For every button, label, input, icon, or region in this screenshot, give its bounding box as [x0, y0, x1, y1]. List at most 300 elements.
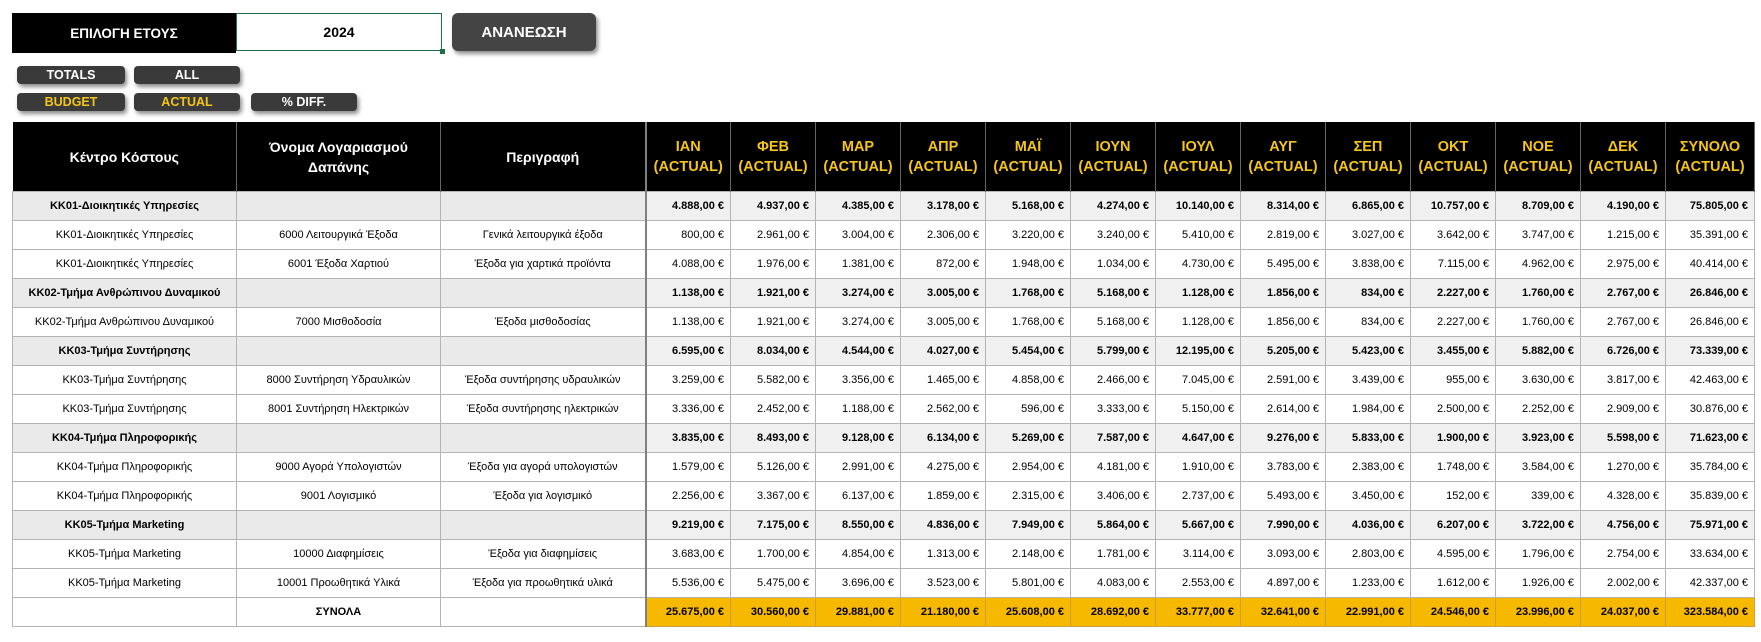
total-value-cell[interactable]: 42.337,00 €	[1666, 569, 1755, 598]
month-value-cell[interactable]: 5.168,00 €	[1071, 308, 1156, 337]
month-value-cell[interactable]: 7.115,00 €	[1411, 250, 1496, 279]
month-value-cell[interactable]: 2.383,00 €	[1326, 453, 1411, 482]
month-value-cell[interactable]: 4.962,00 €	[1496, 250, 1581, 279]
month-value-cell[interactable]: 1.128,00 €	[1156, 279, 1241, 308]
cost-center-cell[interactable]	[13, 598, 237, 627]
month-value-cell[interactable]: 5.423,00 €	[1326, 337, 1411, 366]
header-month-subtitle: (ACTUAL)	[1588, 158, 1658, 175]
month-value-cell[interactable]: 24.546,00 €	[1411, 598, 1496, 627]
month-value-cell[interactable]: 5.864,00 €	[1071, 511, 1156, 540]
month-value-cell[interactable]: 1.760,00 €	[1496, 279, 1581, 308]
total-value-cell[interactable]: 73.339,00 €	[1666, 337, 1755, 366]
cell-fill-handle[interactable]	[440, 49, 445, 54]
month-value-cell[interactable]: 1.612,00 €	[1411, 569, 1496, 598]
month-value-cell[interactable]: 2.767,00 €	[1581, 279, 1666, 308]
month-value-cell[interactable]: 2.562,00 €	[901, 395, 986, 424]
month-value-cell[interactable]: 4.888,00 €	[646, 192, 731, 221]
account-name-cell[interactable]	[237, 424, 441, 453]
description-cell[interactable]	[441, 192, 646, 221]
description-cell[interactable]: Έξοδα συντήρησης ηλεκτρικών	[441, 395, 646, 424]
account-name-cell[interactable]: 9001 Λογισμικό	[237, 482, 441, 511]
month-value-cell[interactable]: 4.274,00 €	[1071, 192, 1156, 221]
description-cell[interactable]: Έξοδα για αγορά υπολογιστών	[441, 453, 646, 482]
month-value-cell[interactable]: 8.034,00 €	[731, 337, 816, 366]
group-row	[13, 192, 1755, 221]
month-value-cell[interactable]: 1.900,00 €	[1411, 424, 1496, 453]
total-value-cell[interactable]: 33.634,00 €	[1666, 540, 1755, 569]
account-name-cell[interactable]: ΣΥΝΟΛΑ	[237, 598, 441, 627]
month-value-cell[interactable]: 2.819,00 €	[1241, 221, 1326, 250]
month-value-cell[interactable]: 5.168,00 €	[1071, 279, 1156, 308]
month-value-cell[interactable]: 2.466,00 €	[1071, 366, 1156, 395]
month-value-cell[interactable]: 2.954,00 €	[986, 453, 1071, 482]
month-value-cell[interactable]: 1.796,00 €	[1496, 540, 1581, 569]
header-month-name: ΟΚΤ	[1437, 138, 1469, 155]
header-month-subtitle: (ACTUAL)	[1163, 158, 1233, 175]
month-value-cell[interactable]: 834,00 €	[1326, 308, 1411, 337]
month-value-cell[interactable]: 1.768,00 €	[986, 308, 1071, 337]
table-row	[13, 221, 1755, 250]
total-value-cell[interactable]: 26.846,00 €	[1666, 279, 1755, 308]
header-month-name: ΜΑΡ	[841, 138, 875, 155]
month-value-cell[interactable]: 5.882,00 €	[1496, 337, 1581, 366]
month-value-cell[interactable]: 4.595,00 €	[1411, 540, 1496, 569]
header-month-subtitle: (ACTUAL)	[1418, 158, 1488, 175]
header-month[interactable]	[901, 122, 986, 192]
total-value-cell[interactable]: 26.846,00 €	[1666, 308, 1755, 337]
month-value-cell[interactable]: 4.181,00 €	[1071, 453, 1156, 482]
month-value-cell[interactable]: 339,00 €	[1496, 482, 1581, 511]
month-value-cell[interactable]: 7.587,00 €	[1071, 424, 1156, 453]
month-value-cell[interactable]: 29.881,00 €	[816, 598, 901, 627]
header-month[interactable]	[816, 122, 901, 192]
month-value-cell[interactable]: 5.475,00 €	[731, 569, 816, 598]
account-name-cell[interactable]: 10001 Προωθητικά Υλικά	[237, 569, 441, 598]
month-value-cell[interactable]: 1.313,00 €	[901, 540, 986, 569]
total-value-cell[interactable]: 40.414,00 €	[1666, 250, 1755, 279]
month-value-cell[interactable]: 7.175,00 €	[731, 511, 816, 540]
month-value-cell[interactable]: 3.406,00 €	[1071, 482, 1156, 511]
month-value-cell[interactable]: 5.582,00 €	[731, 366, 816, 395]
month-value-cell[interactable]: 2.227,00 €	[1411, 308, 1496, 337]
header-month-subtitle: (ACTUAL)	[1248, 158, 1318, 175]
header-month[interactable]	[986, 122, 1071, 192]
description-cell[interactable]	[441, 279, 646, 308]
header-month-subtitle: (ACTUAL)	[823, 158, 893, 175]
month-value-cell[interactable]: 1.128,00 €	[1156, 308, 1241, 337]
month-value-cell[interactable]: 1.138,00 €	[646, 308, 731, 337]
cost-center-cell[interactable]: ΚΚ04-Τμήμα Πληροφορικής	[13, 453, 237, 482]
month-value-cell[interactable]: 800,00 €	[646, 221, 731, 250]
header-month-name: ΔΕΚ	[1607, 138, 1639, 155]
month-value-cell[interactable]: 2.227,00 €	[1411, 279, 1496, 308]
month-value-cell[interactable]: 1.700,00 €	[731, 540, 816, 569]
cost-center-cell[interactable]: ΚΚ03-Τμήμα Συντήρησης	[13, 366, 237, 395]
month-value-cell[interactable]: 2.315,00 €	[986, 482, 1071, 511]
total-value-cell[interactable]: 42.463,00 €	[1666, 366, 1755, 395]
month-value-cell[interactable]: 10.757,00 €	[1411, 192, 1496, 221]
month-value-cell[interactable]: 3.027,00 €	[1326, 221, 1411, 250]
header-month[interactable]	[646, 122, 731, 192]
month-value-cell[interactable]: 3.367,00 €	[731, 482, 816, 511]
header-month-subtitle: (ACTUAL)	[1333, 158, 1403, 175]
description-cell[interactable]: Έξοδα συντήρησης υδραυλικών	[441, 366, 646, 395]
month-value-cell[interactable]: 4.328,00 €	[1581, 482, 1666, 511]
month-value-cell[interactable]: 3.220,00 €	[986, 221, 1071, 250]
account-name-cell[interactable]: 6001 Έξοδα Χαρτιού	[237, 250, 441, 279]
month-value-cell[interactable]: 6.207,00 €	[1411, 511, 1496, 540]
header-month[interactable]	[1411, 122, 1496, 192]
table-row	[13, 366, 1755, 395]
month-value-cell[interactable]: 5.536,00 €	[646, 569, 731, 598]
header-month[interactable]	[1581, 122, 1666, 192]
header-month[interactable]	[1496, 122, 1581, 192]
header-account-name[interactable]: Όνομα Λογαριασμού Δαπάνης	[237, 122, 441, 192]
month-value-cell[interactable]: 5.667,00 €	[1156, 511, 1241, 540]
month-value-cell[interactable]: 3.923,00 €	[1496, 424, 1581, 453]
month-value-cell[interactable]: 5.799,00 €	[1071, 337, 1156, 366]
month-value-cell[interactable]: 9.276,00 €	[1241, 424, 1326, 453]
percent-diff-button[interactable]: % DIFF.	[251, 93, 357, 111]
cost-report-table	[12, 122, 1755, 627]
month-value-cell[interactable]: 23.996,00 €	[1496, 598, 1581, 627]
header-month-name: ΙΑΝ	[675, 138, 701, 155]
month-value-cell[interactable]: 24.037,00 €	[1581, 598, 1666, 627]
header-month-name: ΙΟΥΝ	[1095, 138, 1131, 155]
month-value-cell[interactable]: 955,00 €	[1411, 366, 1496, 395]
header-month-subtitle: (ACTUAL)	[1675, 158, 1745, 175]
cost-center-cell[interactable]: ΚΚ01-Διοικητικές Υπηρεσίες	[13, 192, 237, 221]
month-value-cell[interactable]: 7.045,00 €	[1156, 366, 1241, 395]
group-row	[13, 337, 1755, 366]
month-value-cell[interactable]: 5.168,00 €	[986, 192, 1071, 221]
month-value-cell[interactable]: 1.948,00 €	[986, 250, 1071, 279]
month-value-cell[interactable]: 1.138,00 €	[646, 279, 731, 308]
all-button[interactable]: ALL	[134, 66, 240, 84]
description-cell[interactable]	[441, 598, 646, 627]
month-value-cell[interactable]: 6.134,00 €	[901, 424, 986, 453]
month-value-cell[interactable]: 4.836,00 €	[901, 511, 986, 540]
month-value-cell[interactable]: 1.768,00 €	[986, 279, 1071, 308]
month-value-cell[interactable]: 2.002,00 €	[1581, 569, 1666, 598]
month-value-cell[interactable]: 4.036,00 €	[1326, 511, 1411, 540]
description-cell[interactable]: Έξοδα για χαρτικά προϊόντα	[441, 250, 646, 279]
header-month-name: ΝΟΕ	[1522, 138, 1554, 155]
month-value-cell[interactable]: 32.641,00 €	[1241, 598, 1326, 627]
month-value-cell[interactable]: 1.856,00 €	[1241, 279, 1326, 308]
description-cell[interactable]: Έξοδα για προωθητικά υλικά	[441, 569, 646, 598]
month-value-cell[interactable]: 3.274,00 €	[816, 279, 901, 308]
month-value-cell[interactable]: 5.126,00 €	[731, 453, 816, 482]
month-value-cell[interactable]: 30.560,00 €	[731, 598, 816, 627]
month-value-cell[interactable]: 4.854,00 €	[816, 540, 901, 569]
month-value-cell[interactable]: 3.274,00 €	[816, 308, 901, 337]
month-value-cell[interactable]: 3.783,00 €	[1241, 453, 1326, 482]
month-value-cell[interactable]: 4.858,00 €	[986, 366, 1071, 395]
account-name-cell[interactable]	[237, 511, 441, 540]
header-month[interactable]	[731, 122, 816, 192]
month-value-cell[interactable]: 2.148,00 €	[986, 540, 1071, 569]
header-cost-center[interactable]: Κέντρο Κόστους	[13, 122, 237, 192]
month-value-cell[interactable]: 834,00 €	[1326, 279, 1411, 308]
month-value-cell[interactable]: 1.984,00 €	[1326, 395, 1411, 424]
month-value-cell[interactable]: 2.737,00 €	[1156, 482, 1241, 511]
month-value-cell[interactable]: 6.595,00 €	[646, 337, 731, 366]
month-value-cell[interactable]: 2.767,00 €	[1581, 308, 1666, 337]
month-value-cell[interactable]: 6.726,00 €	[1581, 337, 1666, 366]
account-name-cell[interactable]	[237, 337, 441, 366]
month-value-cell[interactable]: 3.259,00 €	[646, 366, 731, 395]
description-cell[interactable]	[441, 424, 646, 453]
month-value-cell[interactable]: 4.027,00 €	[901, 337, 986, 366]
month-value-cell[interactable]: 2.500,00 €	[1411, 395, 1496, 424]
description-cell[interactable]: Γενικά λειτουργικά έξοδα	[441, 221, 646, 250]
month-value-cell[interactable]: 1.926,00 €	[1496, 569, 1581, 598]
header-month[interactable]	[1156, 122, 1241, 192]
month-value-cell[interactable]: 3.683,00 €	[646, 540, 731, 569]
header-month[interactable]	[1071, 122, 1156, 192]
month-value-cell[interactable]: 152,00 €	[1411, 482, 1496, 511]
month-value-cell[interactable]: 4.756,00 €	[1581, 511, 1666, 540]
month-value-cell[interactable]: 2.991,00 €	[816, 453, 901, 482]
month-value-cell[interactable]: 3.817,00 €	[1581, 366, 1666, 395]
header-month-name: ΑΥΓ	[1269, 138, 1297, 155]
table-body	[13, 192, 1755, 627]
total-value-cell[interactable]: 75.971,00 €	[1666, 511, 1755, 540]
account-name-cell[interactable]: 10000 Διαφημίσεις	[237, 540, 441, 569]
month-value-cell[interactable]: 5.205,00 €	[1241, 337, 1326, 366]
header-row	[13, 122, 1755, 192]
cost-center-cell[interactable]: ΚΚ03-Τμήμα Συντήρησης	[13, 337, 237, 366]
month-value-cell[interactable]: 4.897,00 €	[1241, 569, 1326, 598]
month-value-cell[interactable]: 25.608,00 €	[986, 598, 1071, 627]
account-name-cell[interactable]: 7000 Μισθοδοσία	[237, 308, 441, 337]
month-value-cell[interactable]: 1.465,00 €	[901, 366, 986, 395]
totals-button[interactable]: TOTALS	[17, 66, 125, 84]
description-cell[interactable]: Έξοδα μισθοδοσίας	[441, 308, 646, 337]
description-cell[interactable]: Έξοδα για διαφημίσεις	[441, 540, 646, 569]
account-name-cell[interactable]: 9000 Αγορά Υπολογιστών	[237, 453, 441, 482]
cost-center-cell[interactable]: ΚΚ02-Τμήμα Ανθρώπινου Δυναμικού	[13, 279, 237, 308]
year-selector-label: ΕΠΙΛΟΓΗ ΕΤΟΥΣ	[12, 13, 236, 53]
cost-center-cell[interactable]: ΚΚ05-Τμήμα Marketing	[13, 540, 237, 569]
header-month[interactable]	[1326, 122, 1411, 192]
refresh-button[interactable]: ΑΝΑΝΕΩΣΗ	[452, 13, 596, 51]
total-value-cell[interactable]: 35.839,00 €	[1666, 482, 1755, 511]
month-value-cell[interactable]: 4.385,00 €	[816, 192, 901, 221]
month-value-cell[interactable]: 1.910,00 €	[1156, 453, 1241, 482]
month-value-cell[interactable]: 2.591,00 €	[1241, 366, 1326, 395]
cost-center-cell[interactable]: ΚΚ05-Τμήμα Marketing	[13, 569, 237, 598]
month-value-cell[interactable]: 3.005,00 €	[901, 308, 986, 337]
month-value-cell[interactable]: 4.088,00 €	[646, 250, 731, 279]
month-value-cell[interactable]: 1.579,00 €	[646, 453, 731, 482]
month-value-cell[interactable]: 21.180,00 €	[901, 598, 986, 627]
month-value-cell[interactable]: 2.803,00 €	[1326, 540, 1411, 569]
month-value-cell[interactable]: 3.584,00 €	[1496, 453, 1581, 482]
month-value-cell[interactable]: 3.356,00 €	[816, 366, 901, 395]
total-value-cell[interactable]: 30.876,00 €	[1666, 395, 1755, 424]
month-value-cell[interactable]: 3.439,00 €	[1326, 366, 1411, 395]
actual-button[interactable]: ACTUAL	[134, 93, 240, 111]
month-value-cell[interactable]: 596,00 €	[986, 395, 1071, 424]
table-row	[13, 540, 1755, 569]
header-month-name: ΙΟΥΛ	[1181, 138, 1215, 155]
month-value-cell[interactable]: 28.692,00 €	[1071, 598, 1156, 627]
header-month-name: ΜΑΪ	[1014, 138, 1042, 155]
month-value-cell[interactable]: 3.838,00 €	[1326, 250, 1411, 279]
month-value-cell[interactable]: 3.450,00 €	[1326, 482, 1411, 511]
total-value-cell[interactable]: 71.623,00 €	[1666, 424, 1755, 453]
header-month-subtitle: (ACTUAL)	[1503, 158, 1573, 175]
month-value-cell[interactable]: 8.314,00 €	[1241, 192, 1326, 221]
group-row	[13, 511, 1755, 540]
month-value-cell[interactable]: 2.452,00 €	[731, 395, 816, 424]
header-month-subtitle: (ACTUAL)	[653, 158, 723, 175]
total-value-cell[interactable]: 323.584,00 €	[1666, 598, 1755, 627]
month-value-cell[interactable]: 3.642,00 €	[1411, 221, 1496, 250]
month-value-cell[interactable]: 3.523,00 €	[901, 569, 986, 598]
month-value-cell[interactable]: 5.410,00 €	[1156, 221, 1241, 250]
month-value-cell[interactable]: 5.269,00 €	[986, 424, 1071, 453]
budget-button[interactable]: BUDGET	[17, 93, 125, 111]
month-value-cell[interactable]: 1.381,00 €	[816, 250, 901, 279]
year-input[interactable]: 2024	[236, 13, 442, 51]
month-value-cell[interactable]: 5.598,00 €	[1581, 424, 1666, 453]
month-value-cell[interactable]: 2.614,00 €	[1241, 395, 1326, 424]
account-name-cell[interactable]: 8000 Συντήρηση Υδραυλικών	[237, 366, 441, 395]
month-value-cell[interactable]: 4.190,00 €	[1581, 192, 1666, 221]
total-value-cell[interactable]: 35.784,00 €	[1666, 453, 1755, 482]
account-name-cell[interactable]	[237, 192, 441, 221]
month-value-cell[interactable]: 8.493,00 €	[731, 424, 816, 453]
month-value-cell[interactable]: 3.455,00 €	[1411, 337, 1496, 366]
month-value-cell[interactable]: 5.833,00 €	[1326, 424, 1411, 453]
month-value-cell[interactable]: 4.647,00 €	[1156, 424, 1241, 453]
account-name-cell[interactable]	[237, 279, 441, 308]
month-value-cell[interactable]: 3.004,00 €	[816, 221, 901, 250]
month-value-cell[interactable]: 1.921,00 €	[731, 279, 816, 308]
group-row	[13, 279, 1755, 308]
month-value-cell[interactable]: 8.550,00 €	[816, 511, 901, 540]
header-month-name: ΑΠΡ	[927, 138, 959, 155]
total-value-cell[interactable]: 75.805,00 €	[1666, 192, 1755, 221]
header-month-subtitle: (ACTUAL)	[1078, 158, 1148, 175]
month-value-cell[interactable]: 1.976,00 €	[731, 250, 816, 279]
month-value-cell[interactable]: 1.034,00 €	[1071, 250, 1156, 279]
month-value-cell[interactable]: 33.777,00 €	[1156, 598, 1241, 627]
month-value-cell[interactable]: 1.859,00 €	[901, 482, 986, 511]
month-value-cell[interactable]: 1.188,00 €	[816, 395, 901, 424]
month-value-cell[interactable]: 2.975,00 €	[1581, 250, 1666, 279]
month-value-cell[interactable]: 2.252,00 €	[1496, 395, 1581, 424]
header-month-name: ΣΕΠ	[1353, 138, 1383, 155]
month-value-cell[interactable]: 1.233,00 €	[1326, 569, 1411, 598]
month-value-cell[interactable]: 3.835,00 €	[646, 424, 731, 453]
month-value-cell[interactable]: 5.493,00 €	[1241, 482, 1326, 511]
month-value-cell[interactable]: 1.856,00 €	[1241, 308, 1326, 337]
month-value-cell[interactable]: 3.240,00 €	[1071, 221, 1156, 250]
month-value-cell[interactable]: 1.215,00 €	[1581, 221, 1666, 250]
month-value-cell[interactable]: 4.937,00 €	[731, 192, 816, 221]
description-cell[interactable]: Έξοδα για λογισμικό	[441, 482, 646, 511]
month-value-cell[interactable]: 6.865,00 €	[1326, 192, 1411, 221]
month-value-cell[interactable]: 2.909,00 €	[1581, 395, 1666, 424]
header-month[interactable]	[1666, 122, 1755, 192]
month-value-cell[interactable]: 6.137,00 €	[816, 482, 901, 511]
month-value-cell[interactable]: 5.801,00 €	[986, 569, 1071, 598]
month-value-cell[interactable]: 7.990,00 €	[1241, 511, 1326, 540]
month-value-cell[interactable]: 3.005,00 €	[901, 279, 986, 308]
month-value-cell[interactable]: 9.128,00 €	[816, 424, 901, 453]
month-value-cell[interactable]: 12.195,00 €	[1156, 337, 1241, 366]
month-value-cell[interactable]: 10.140,00 €	[1156, 192, 1241, 221]
month-value-cell[interactable]: 4.083,00 €	[1071, 569, 1156, 598]
month-value-cell[interactable]: 22.991,00 €	[1326, 598, 1411, 627]
month-value-cell[interactable]: 2.256,00 €	[646, 482, 731, 511]
month-value-cell[interactable]: 8.709,00 €	[1496, 192, 1581, 221]
month-value-cell[interactable]: 4.544,00 €	[816, 337, 901, 366]
month-value-cell[interactable]: 3.114,00 €	[1156, 540, 1241, 569]
month-value-cell[interactable]: 3.178,00 €	[901, 192, 986, 221]
cost-center-cell[interactable]: ΚΚ03-Τμήμα Συντήρησης	[13, 395, 237, 424]
table-row	[13, 569, 1755, 598]
cost-center-cell[interactable]: ΚΚ01-Διοικητικές Υπηρεσίες	[13, 250, 237, 279]
total-value-cell[interactable]: 35.391,00 €	[1666, 221, 1755, 250]
month-value-cell[interactable]: 3.093,00 €	[1241, 540, 1326, 569]
table-row	[13, 250, 1755, 279]
month-value-cell[interactable]: 1.921,00 €	[731, 308, 816, 337]
month-value-cell[interactable]: 3.336,00 €	[646, 395, 731, 424]
month-value-cell[interactable]: 5.495,00 €	[1241, 250, 1326, 279]
month-value-cell[interactable]: 2.754,00 €	[1581, 540, 1666, 569]
month-value-cell[interactable]: 9.219,00 €	[646, 511, 731, 540]
month-value-cell[interactable]: 3.696,00 €	[816, 569, 901, 598]
cost-center-cell[interactable]: ΚΚ04-Τμήμα Πληροφορικής	[13, 424, 237, 453]
month-value-cell[interactable]: 1.748,00 €	[1411, 453, 1496, 482]
month-value-cell[interactable]: 1.760,00 €	[1496, 308, 1581, 337]
header-month[interactable]	[1241, 122, 1326, 192]
month-value-cell[interactable]: 3.630,00 €	[1496, 366, 1581, 395]
month-value-cell[interactable]: 3.747,00 €	[1496, 221, 1581, 250]
month-value-cell[interactable]: 4.275,00 €	[901, 453, 986, 482]
month-value-cell[interactable]: 1.270,00 €	[1581, 453, 1666, 482]
month-value-cell[interactable]: 2.553,00 €	[1156, 569, 1241, 598]
account-name-cell[interactable]: 6000 Λειτουργικά Έξοδα	[237, 221, 441, 250]
account-name-cell[interactable]: 8001 Συντήρηση Ηλεκτρικών	[237, 395, 441, 424]
cost-center-cell[interactable]: ΚΚ04-Τμήμα Πληροφορικής	[13, 482, 237, 511]
month-value-cell[interactable]: 3.333,00 €	[1071, 395, 1156, 424]
description-cell[interactable]	[441, 511, 646, 540]
month-value-cell[interactable]: 3.722,00 €	[1496, 511, 1581, 540]
cost-center-cell[interactable]: ΚΚ01-Διοικητικές Υπηρεσίες	[13, 221, 237, 250]
month-value-cell[interactable]: 5.150,00 €	[1156, 395, 1241, 424]
month-value-cell[interactable]: 5.454,00 €	[986, 337, 1071, 366]
header-month-subtitle: (ACTUAL)	[738, 158, 808, 175]
header-description[interactable]: Περιγραφή	[441, 122, 646, 192]
month-value-cell[interactable]: 1.781,00 €	[1071, 540, 1156, 569]
cost-center-cell[interactable]: ΚΚ02-Τμήμα Ανθρώπινου Δυναμικού	[13, 308, 237, 337]
description-cell[interactable]	[441, 337, 646, 366]
month-value-cell[interactable]: 25.675,00 €	[646, 598, 731, 627]
month-value-cell[interactable]: 7.949,00 €	[986, 511, 1071, 540]
header-month-subtitle: (ACTUAL)	[908, 158, 978, 175]
month-value-cell[interactable]: 872,00 €	[901, 250, 986, 279]
month-value-cell[interactable]: 2.306,00 €	[901, 221, 986, 250]
month-value-cell[interactable]: 4.730,00 €	[1156, 250, 1241, 279]
cost-center-cell[interactable]: ΚΚ05-Τμήμα Marketing	[13, 511, 237, 540]
month-value-cell[interactable]: 2.961,00 €	[731, 221, 816, 250]
